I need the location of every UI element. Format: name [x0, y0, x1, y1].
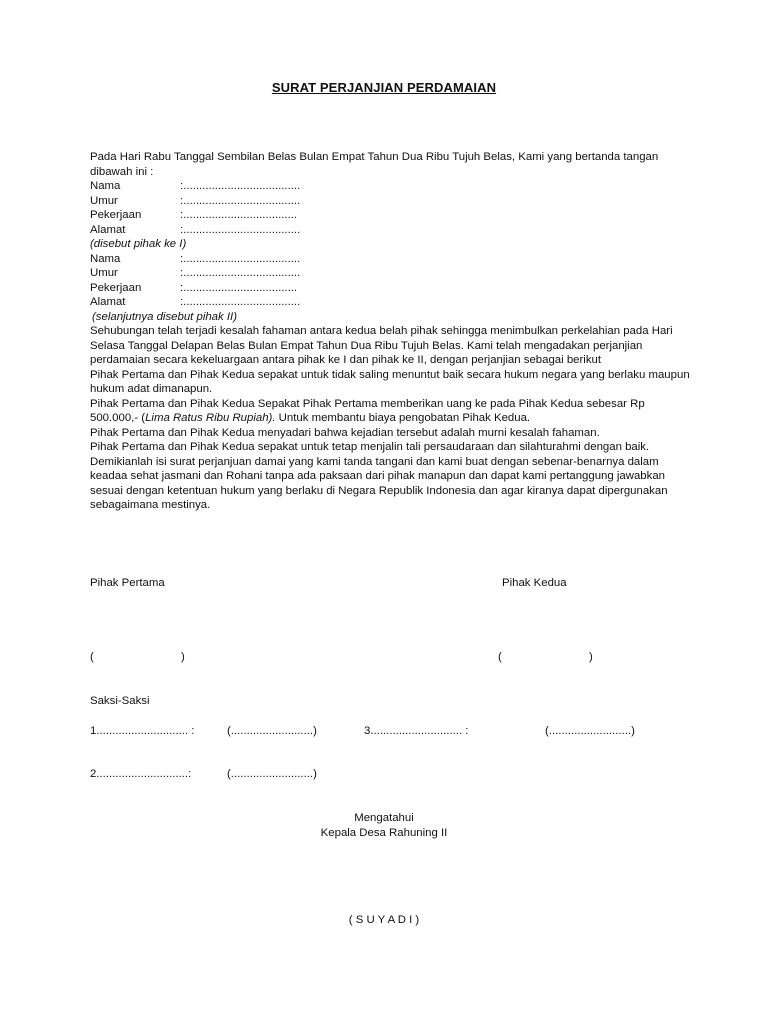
field-value: :....................................	[180, 281, 298, 294]
field-label: Umur	[90, 194, 118, 207]
acknowledgement-line1: Mengatahui	[354, 812, 414, 824]
witness-2-line: 2.............................:	[90, 768, 192, 780]
paragraph-misunderstanding: Pihak Pertama dan Pihak Kedua menyadari bahwa kejadian tersebut adalah murni kesalah fahaman.	[90, 426, 600, 439]
witness-3-line: 3............................. :	[364, 725, 469, 737]
field-row	[90, 266, 690, 281]
paragraph-no-lawsuit: Pihak Pertama dan Pihak Kedua sepakat untuk tidak saling menuntut baik secara hukum negara yang berlaku maupun hukum adat dimanapun.	[90, 368, 690, 395]
party2-fields	[90, 252, 690, 310]
field-value: :.....................................	[180, 223, 301, 236]
field-value: :.....................................	[180, 252, 301, 265]
document-body	[90, 150, 690, 513]
witness-3-signature: (..........................)	[545, 725, 635, 737]
paragraph-payment	[90, 397, 690, 426]
party2-signature-paren-close: )	[589, 651, 593, 663]
paragraph-closing: Demikianlah isi surat perjanjuan damai yang kami tanda tangani dan kami buat dengan sebenar-benarnya dalam keadaa sehat jasmani dan Rohani tanpa ada paksaan dari pihak manapun dan dapat kami pertanggung jawabkan sesuai dengan ketentuan hukum yang berlaku di Negara Republik Indonesia dan agar kiranya dapat dipergunakan sebagaimana mestinya.	[90, 455, 668, 511]
party2-designation: (selanjutnya disebut pihak II)	[92, 310, 237, 323]
field-label: Pekerjaan	[90, 209, 142, 221]
field-label: Nama	[90, 180, 121, 192]
witness-1-line: 1............................. :	[90, 725, 195, 737]
paragraph-background: Sehubungan telah terjadi kesalah fahaman antara kedua belah pihak sehingga menimbulkan perkelahian pada Hari Selasa Tanggal Delapan Belas Bulan Empat Tahun Dua Ribu Tujuh Belas. Kami telah mengadakan perjanjian perdamaian secara kekeluargaan antara pihak ke I dan pihak ke II, dengan perjanjian sebagai berikut	[90, 325, 673, 366]
field-value: :.....................................	[180, 180, 301, 192]
party2-signature-paren-open: (	[498, 651, 502, 663]
village-head-name: ( S U Y A D I )	[348, 914, 420, 926]
field-value: :....................................	[180, 209, 298, 221]
witness-1-signature: (..........................)	[227, 725, 317, 737]
field-row	[90, 208, 690, 223]
field-row	[90, 281, 690, 296]
payment-amount-words: Lima Ratus Ribu Rupiah).	[145, 412, 276, 424]
witnesses-label: Saksi-Saksi	[90, 695, 150, 707]
document-title: SURAT PERJANJIAN PERDAMAIAN	[271, 80, 497, 95]
acknowledgement-line2: Kepala Desa Rahuning II	[320, 826, 448, 839]
field-label: Alamat	[90, 296, 126, 308]
field-label: Umur	[90, 267, 118, 279]
paragraph-brotherhood: Pihak Pertama dan Pihak Kedua sepakat untuk tetap menjalin tali persaudaraan dan silahturahmi dengan baik.	[90, 441, 650, 453]
field-label: Pekerjaan	[90, 281, 142, 294]
field-value: :.....................................	[180, 194, 301, 207]
field-row	[90, 252, 690, 267]
acknowledgement-block	[0, 811, 768, 840]
witness-2-signature: (..........................)	[227, 768, 317, 780]
party2-signature-label: Pihak Kedua	[502, 577, 567, 589]
field-label: Alamat	[90, 223, 126, 236]
party1-signature-paren-close: )	[181, 651, 185, 663]
field-value: :.....................................	[180, 267, 301, 279]
party1-signature-label: Pihak Pertama	[90, 577, 165, 589]
field-row	[90, 179, 690, 194]
field-row	[90, 194, 690, 209]
field-value: :.....................................	[180, 296, 301, 308]
field-row	[90, 295, 690, 310]
intro-paragraph: Pada Hari Rabu Tanggal Sembilan Belas Bulan Empat Tahun Dua Ribu Tujuh Belas, Kami yang bertanda tangan dibawah ini :	[90, 151, 659, 178]
field-row	[90, 223, 690, 238]
party1-signature-paren-open: (	[90, 651, 94, 663]
payment-text-start: Pihak Pertama dan Pihak Kedua Sepakat Pihak Pertama memberikan uang ke pada Pihak Kedua sebesar Rp 500.000,- (	[90, 397, 645, 424]
party1-designation: (disebut pihak ke I)	[90, 238, 187, 250]
party1-fields	[90, 179, 690, 237]
payment-text-end: Untuk membantu biaya pengobatan Pihak Kedua.	[275, 412, 531, 424]
field-label: Nama	[90, 252, 121, 265]
